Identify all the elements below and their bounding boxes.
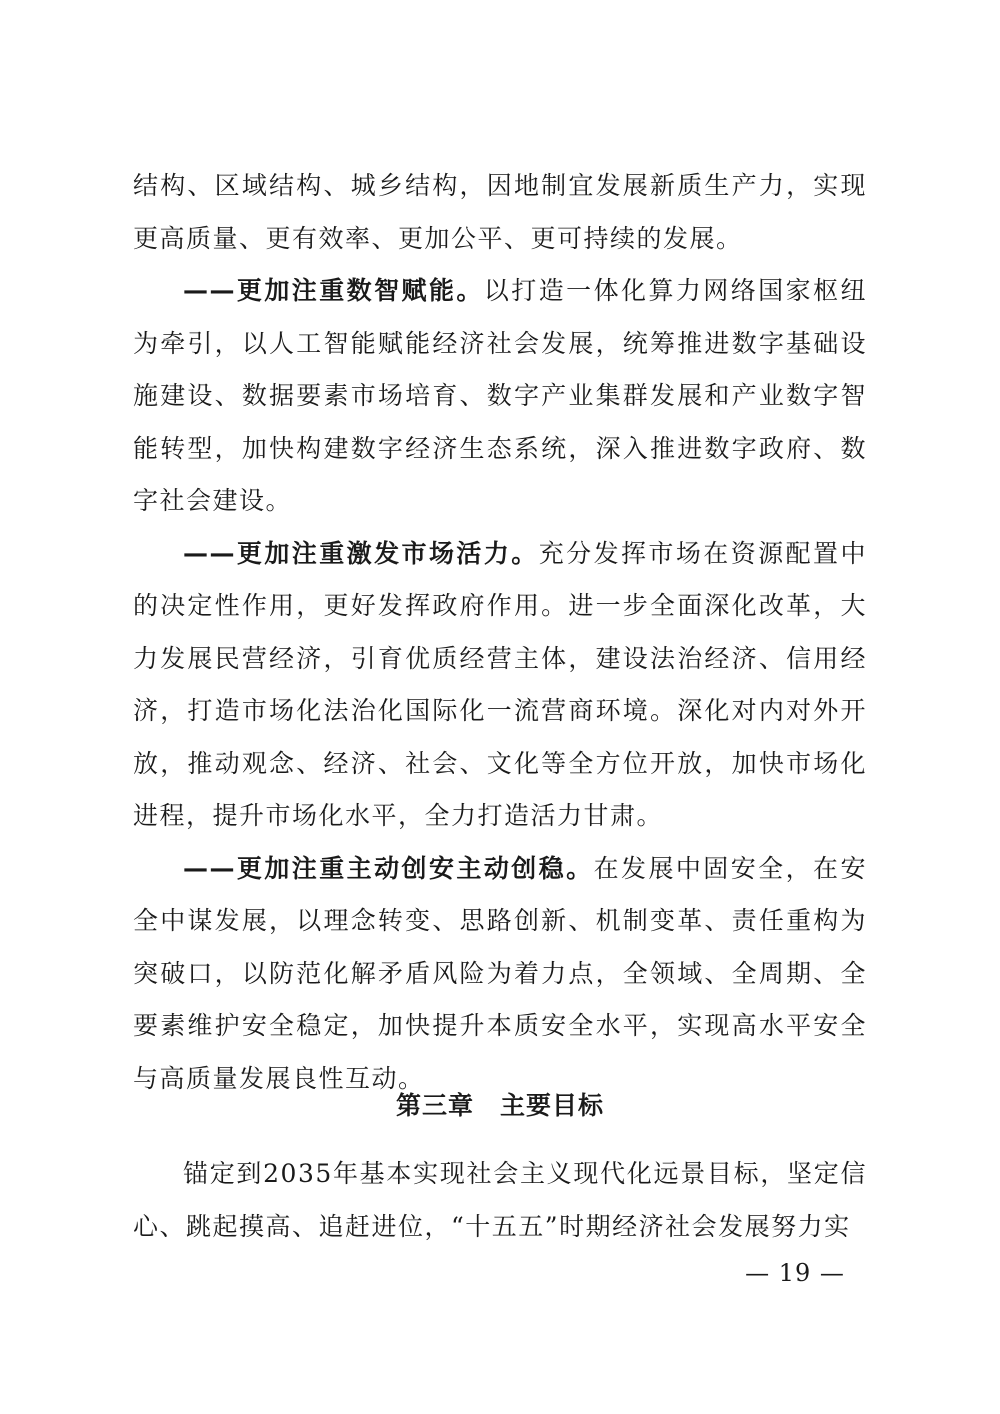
body-text-bottom <box>133 1148 867 1253</box>
paragraph-lead: ——更加注重激发市场活力。 <box>183 538 539 568</box>
paragraph-text: 以打造一体化算力网络国家枢纽为牵引，以人工智能赋能经济社会发展，统筹推进数字基础设施建设、数据要素市场培育、数字产业集群发展和产业数字智能转型，加快构建数字经济生态系统，深入推进数字政府、数字社会建设。 <box>133 276 867 515</box>
page-number: — 19 — <box>745 1259 845 1287</box>
paragraph-text: 在发展中固安全，在安全中谋发展，以理念转变、思路创新、机制变革、责任重构为突破口，以防范化解矛盾风险为着力点，全领域、全周期、全要素维护安全稳定，加快提升本质安全水平，实现高水平安全与高质量发展良性互动。 <box>133 853 867 1093</box>
body-text-top <box>133 160 867 1105</box>
paragraph-lead: ——更加注重主动创安主动创稳。 <box>183 853 594 883</box>
paragraph-text: 充分发挥市场在资源配置中的决定性作用，更好发挥政府作用。进一步全面深化改革，大力发展民营经济，引育优质经营主体，建设法治经济、信用经济，打造市场化法治化国际化一流营商环境。深化对内对外开放，推动观念、经济、社会、文化等全方位开放，加快市场化进程，提升市场化水平，全力打造活力甘肃。 <box>133 538 867 830</box>
paragraph-digital-empowerment <box>133 265 867 528</box>
paragraph-lead: ——更加注重数智赋能。 <box>183 276 484 305</box>
chapter-heading: 第三章 主要目标 <box>395 1091 604 1120</box>
paragraph-text: 结构、区域结构、城乡结构，因地制宜发展新质生产力，实现更高质量、更有效率、更加公平、更可持续的发展。 <box>133 171 867 253</box>
paragraph-continuation <box>133 160 867 265</box>
paragraph-security-stability <box>133 843 867 1106</box>
paragraph-main-goals: 锚定到2035年基本实现社会主义现代化远景目标，坚定信心、跳起摸高、追赶进位，“十五五”时期经济社会发展努力实 <box>133 1159 867 1241</box>
paragraph-market-vitality <box>133 528 867 843</box>
